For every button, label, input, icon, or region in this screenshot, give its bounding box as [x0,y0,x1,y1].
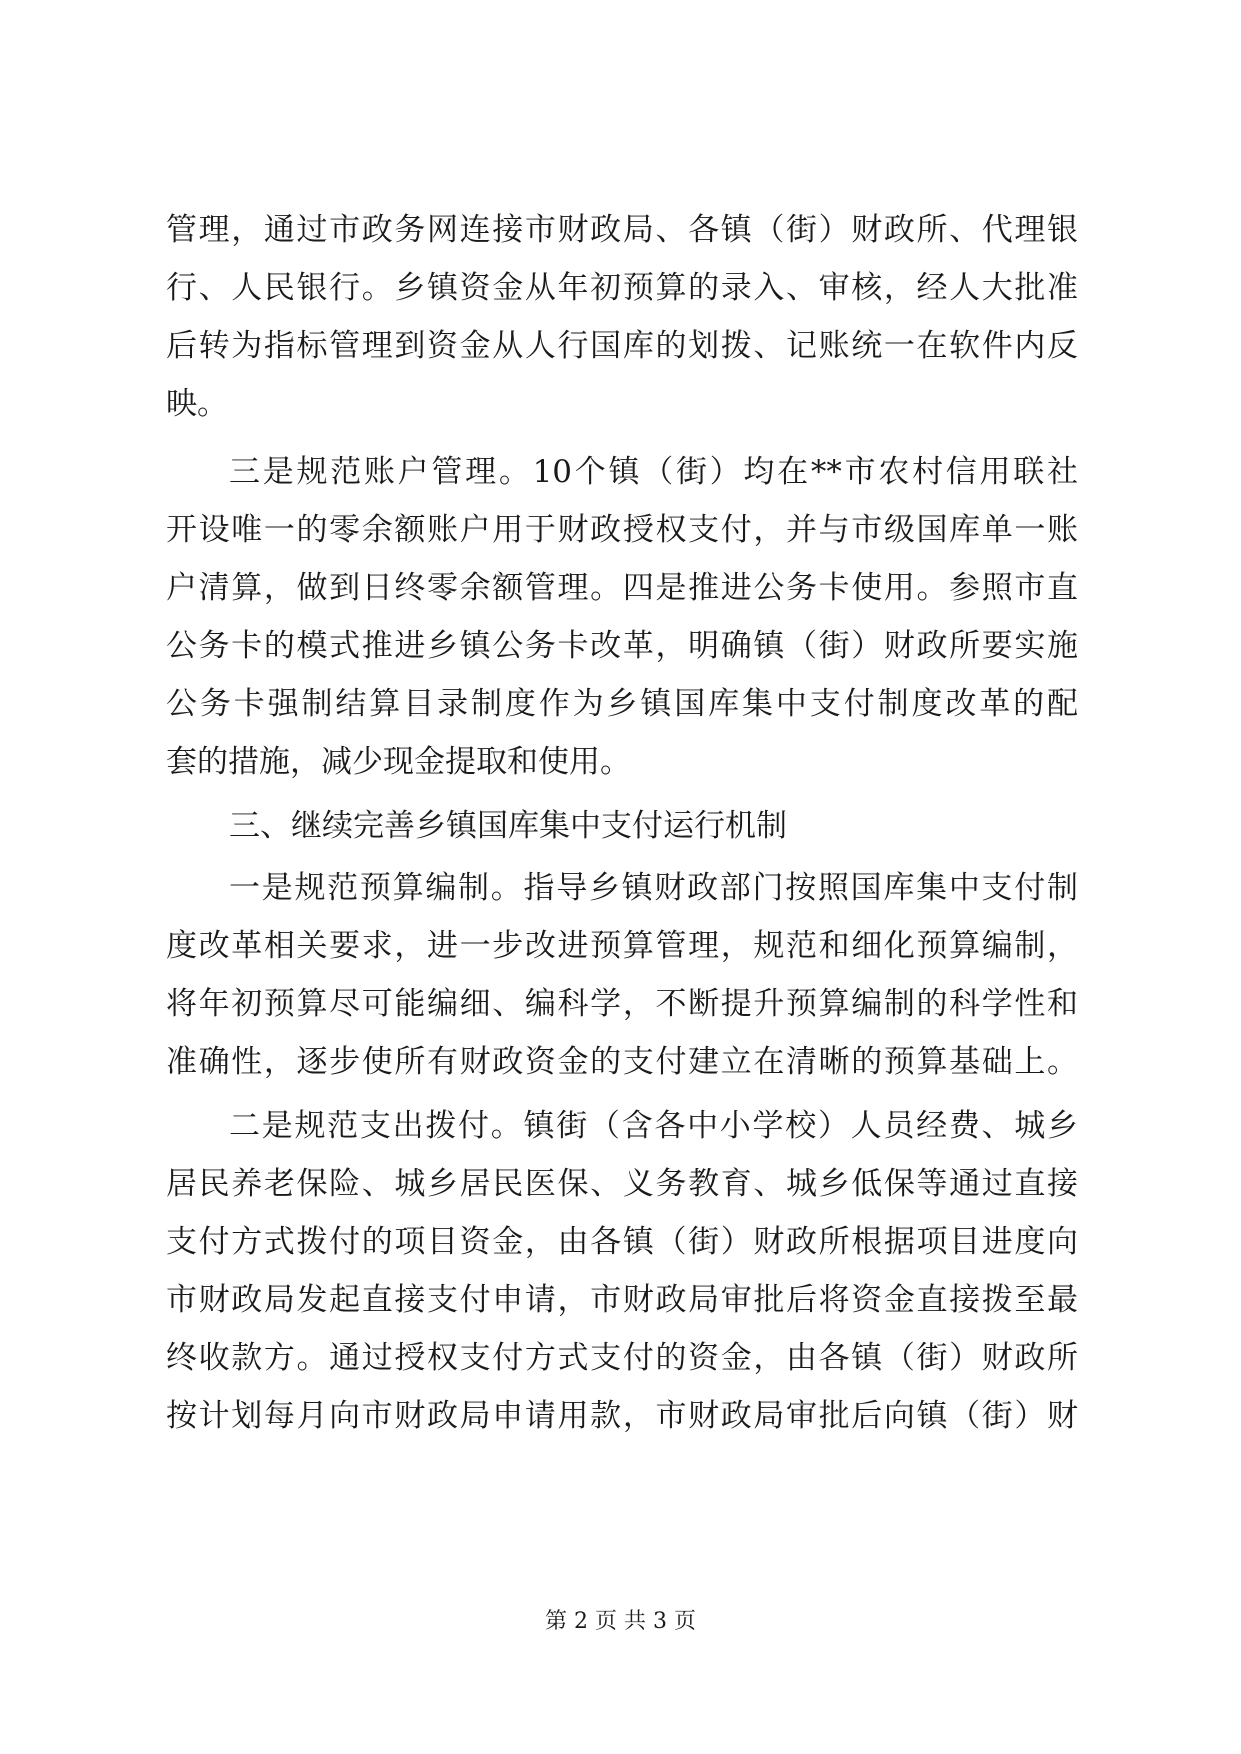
text-line: 一是规范预算编制。指导乡镇财政部门按照国库集中支付制 [229,870,1078,906]
text-line: 支付方式拨付的项目资金，由各镇（街）财政所根据项目进度向 [166,1224,1078,1260]
text-line: 开设唯一的零余额账户用于财政授权支付，并与市级国库单一账 [166,512,1078,548]
text-line: 居民养老保险、城乡居民医保、义务教育、城乡低保等通过直接 [166,1166,1078,1202]
text-line: 按计划每月向市财政局申请用款，市财政局审批后向镇（街）财 [166,1398,1078,1434]
text-line: 公务卡强制结算目录制度作为乡镇国库集中支付制度改革的配 [166,686,1078,722]
text-line: 终收款方。通过授权支付方式支付的资金，由各镇（街）财政所 [166,1340,1078,1376]
text-line: 二是规范支出拨付。镇街（含各中小学校）人员经费、城乡 [229,1108,1078,1144]
page-number-footer: 第 2 页 共 3 页 [545,1609,696,1634]
text-line: 将年初预算尽可能编细、编科学，不断提升预算编制的科学性和 [166,986,1078,1022]
text-line: 三是规范账户管理。10个镇（街）均在**市农村信用联社 [229,454,1078,490]
text-line: 后转为指标管理到资金从人行国库的划拨、记账统一在软件内反 [166,328,1078,364]
text-line: 市财政局发起直接支付申请，市财政局审批后将资金直接拨至最 [166,1282,1078,1318]
text-line: 户清算，做到日终零余额管理。四是推进公务卡使用。参照市直 [166,570,1078,606]
text-line: 管理，通过市政务网连接市财政局、各镇（街）财政所、代理银 [166,212,1078,248]
text-line: 度改革相关要求，进一步改进预算管理，规范和细化预算编制， [166,928,1078,964]
text-line: 公务卡的模式推进乡镇公务卡改革，明确镇（街）财政所要实施 [166,628,1078,664]
text-line: 行、人民银行。乡镇资金从年初预算的录入、审核，经人大批准 [166,270,1078,306]
text-line: 映。 [166,386,228,422]
text-line: 套的措施，减少现金提取和使用。 [166,744,631,780]
text-line: 准确性，逐步使所有财政资金的支付建立在清晰的预算基础上。 [166,1044,1078,1080]
section-heading: 三、继续完善乡镇国库集中支付运行机制 [229,808,787,844]
